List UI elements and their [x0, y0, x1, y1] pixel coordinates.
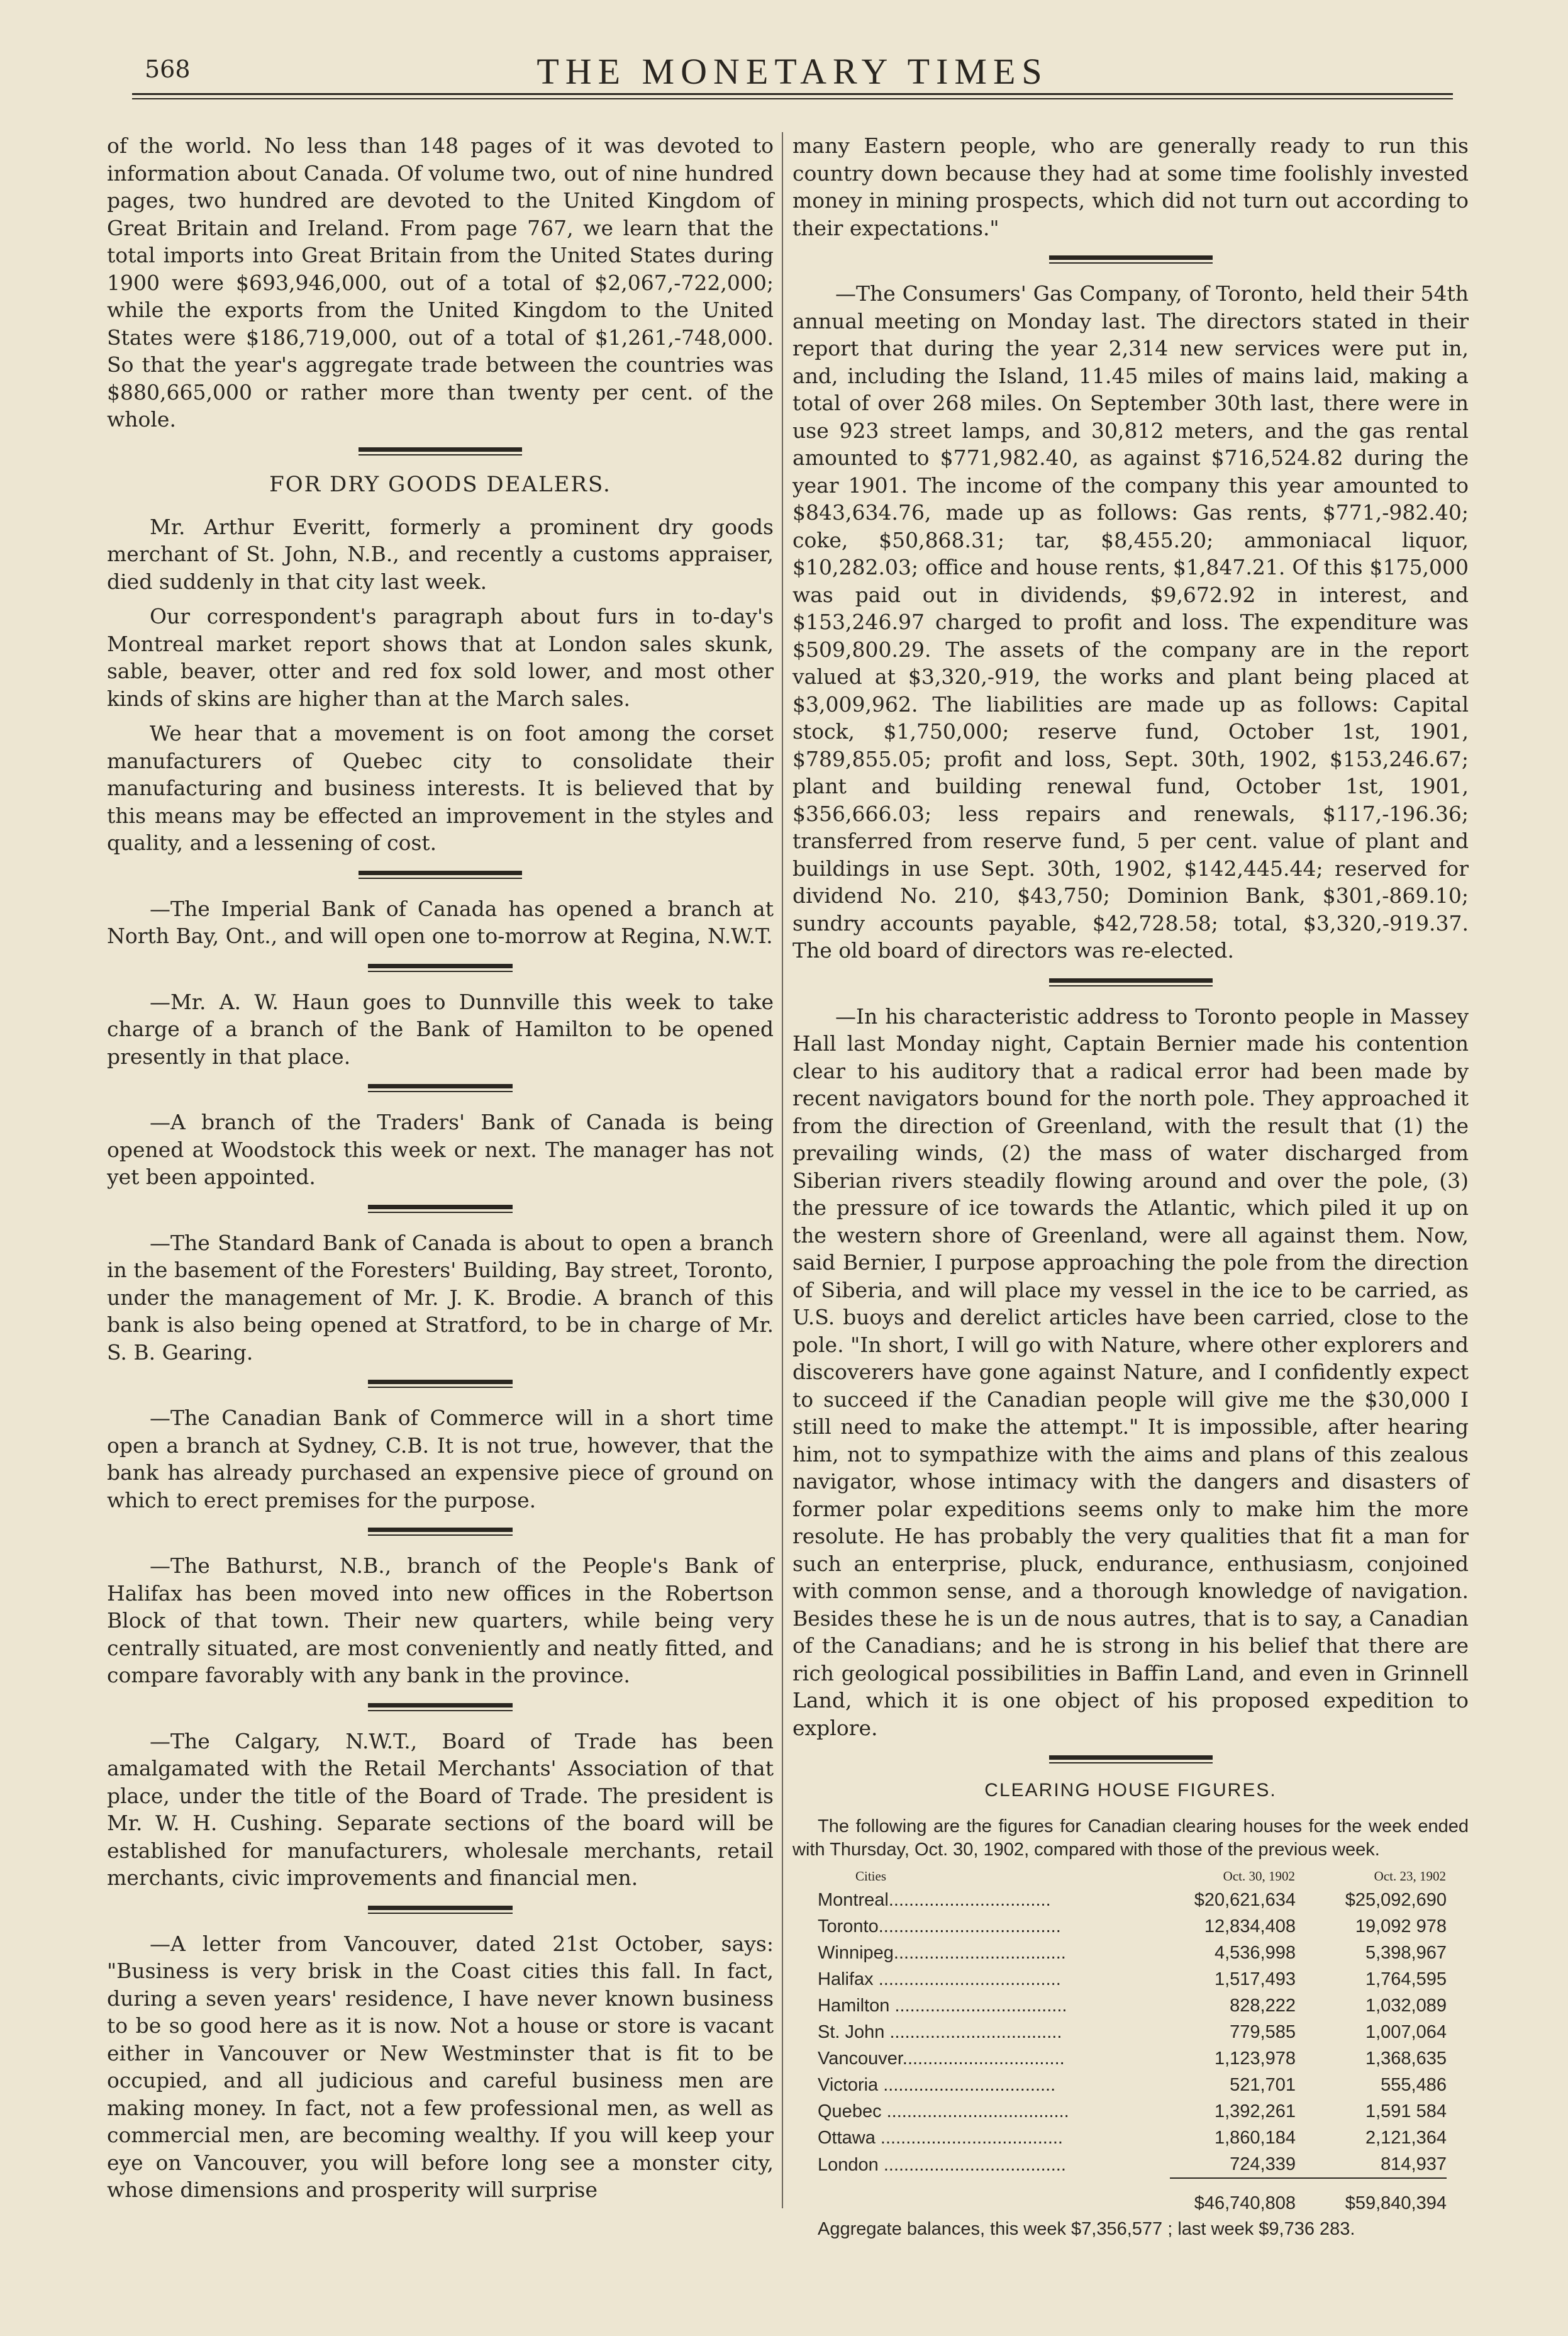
separator — [1049, 1755, 1213, 1763]
table-row — [818, 1966, 1447, 1992]
separator — [368, 964, 513, 972]
column-header-city: Cities — [855, 1869, 887, 1884]
cell-v1: 4,536,998 — [1214, 1943, 1296, 1963]
aggregate-balances: Aggregate balances, this week $7,356,577 ; last week $9,736 283. — [818, 2219, 1355, 2239]
paragraph: Our correspondent's paragraph about furs in to-day's Montreal market report shows that at London sales skunk, sable, beaver, otter and red fox sold lower, and most other kinds of skins are higher than at the March sales. — [107, 604, 774, 711]
cell-v2: 2,121,364 — [1365, 2128, 1447, 2148]
clearing-table — [818, 1868, 1447, 2216]
right-column — [792, 132, 1469, 2240]
cell-city: St. John .................................. — [818, 2022, 1062, 2042]
cell-city: Victoria .................................. — [818, 2075, 1056, 2095]
separator — [1049, 978, 1213, 986]
cell-v2: 1,591 584 — [1365, 2101, 1447, 2121]
clearing-table-body — [818, 1887, 1447, 2178]
total-oct30: $46,740,808 — [1170, 2178, 1296, 2216]
table-row — [818, 2045, 1447, 2072]
cell-city: Toronto.................................... — [818, 1916, 1061, 1936]
cell-city: Hamilton .................................. — [818, 1996, 1067, 2016]
cell-v1: 12,834,408 — [1204, 1916, 1296, 1936]
cell-v1: 1,392,261 — [1214, 2101, 1296, 2121]
table-row — [818, 2019, 1447, 2045]
paragraph: —The Standard Bank of Canada is about to open a branch in the basement of the Foresters' Building, Bay street, Toronto, under the management of Mr. J. K. Brodie. A branch of this bank is also being opened at Stratford, to be in charge of Mr. S. B. Gearing. — [107, 1230, 774, 1365]
cell-v1: 1,123,978 — [1214, 2048, 1296, 2069]
paragraph: —Mr. A. W. Haun goes to Dunnville this week to take charge of a branch of the Bank of Hamilton to be opened presently in that place. — [107, 989, 774, 1069]
total-oct23: $59,840,394 — [1296, 2178, 1447, 2216]
cell-v2: 19,092 978 — [1355, 1916, 1447, 1936]
table-row — [818, 2151, 1447, 2178]
separator — [368, 1528, 513, 1536]
paragraph: —The Bathurst, N.B., branch of the People's Bank of Halifax has been moved into new offices in the Robertson Block of that town. Their new quarters, while being very centrally situated, are most conveniently and neatly fitted, and compare favorably with any bank in the province. — [107, 1553, 774, 1687]
clearing-intro: The following are the figures for Canadian clearing houses for the week ended with Thursday, Oct. 30, 1902, compared with those of the previous week. — [792, 1816, 1469, 1860]
paragraph: —A branch of the Traders' Bank of Canada is being opened at Woodstock this week or next. The manager has not yet been appointed. — [107, 1110, 774, 1189]
table-row — [818, 2072, 1447, 2098]
table-row — [818, 1913, 1447, 1940]
paragraph: Mr. Arthur Everitt, formerly a prominent dry goods merchant of St. John, N.B., and recently a customs appraiser, died suddenly in that city last week. — [107, 514, 774, 594]
paragraph: —The Consumers' Gas Company, of Toronto, held their 54th annual meeting on Monday last. The directors stated in their report that during the year 2,314 new services were put in, and, including the Island, 11.45 miles of mains laid, making a total of over 268 miles. On September 30th last, there were in use 923 street lamps, and 30,812 meters, and the gas rental amounted to $771,982.40, as against $716,524.82 during the year 1901. The income of the company this year amounted to $843,634.76, made up as follows: Gas rents, $771,-982.40; coke, $50,868.31; tar, $8,455.20; ammoniacal liquor, $10,282.03; office and house rents, $1,847.21. Of this $175,000 was paid out in dividends, $9,672.92 in interest, and $153,246.97 charged to profit and loss. The expenditure was $509,800.29. The assets of the company are in the report valued at $3,320,-919, the works and plant being placed at $3,009,962. The liabilities are made up as follows: Capital stock, $1,750,000; reserve fund, October 1st, 1901, $789,855.05; profit and loss, Sept. 30th, 1902, $153,246.67; plant and building renewal fund, October 1st, 1901, $356,666.03; less repairs and renewals, $117,-196.36; transferred from reserve fund, 5 per cent. value of plant and buildings in use Sept. 30th, 1902, $142,445.44; reserved for dividend No. 210, $43,750; Dominion Bank, $301,-869.10; sundry accounts payable, $42,728.58; total, $3,320,-919.37. The old board of directors was re-elected. — [792, 281, 1469, 963]
paragraph: —The Calgary, N.W.T., Board of Trade has been amalgamated with the Retail Merchants' Association of that place, under the title of the Board of Trade. The president is Mr. W. H. Cushing. Separate sections of the board will be established for manufacturers, wholesale merchants, retail merchants, civic improvements and financial men. — [107, 1728, 774, 1890]
cell-city: Winnipeg.................................. — [818, 1943, 1066, 1963]
column-divider — [782, 132, 783, 2208]
table-row — [818, 2125, 1447, 2151]
cell-city: Vancouver................................ — [818, 2048, 1065, 2069]
page-number: 568 — [145, 55, 191, 83]
paragraph: of the world. No less than 148 pages of it was devoted to information about Canada. Of volume two, out of nine hundred pages, two hundred are devoted to the United Kingdom of Great Britain and Ireland. From page 767, we learn that the total imports into Great Britain from the United States during 1900 were $693,946,000, out of a total of $2,067,-722,000; while the exports from the United Kingdom to the United States were $186,719,000, out of a total of $1,261,-748,000. So that the year's aggregate trade between the countries was $880,665,000 or rather more than twenty per cent. of the whole. — [107, 133, 774, 432]
table-header-row — [818, 1868, 1447, 1887]
cell-city: Quebec .................................... — [818, 2101, 1069, 2121]
cell-v2: 1,007,064 — [1365, 2022, 1447, 2042]
header-rule-double — [132, 98, 1453, 99]
cell-city: Ottawa .................................... — [818, 2128, 1063, 2148]
separator — [359, 447, 522, 455]
table-row — [818, 1940, 1447, 1966]
cell-v1: 724,339 — [1230, 2154, 1296, 2174]
column-header-oct30: Oct. 30, 1902 — [1223, 1869, 1295, 1884]
cell-v2: 1,764,595 — [1365, 1969, 1447, 1989]
separator — [368, 1906, 513, 1914]
cell-v1: 521,701 — [1230, 2075, 1296, 2095]
cell-v1: 1,860,184 — [1214, 2128, 1296, 2148]
cell-v2: 1,032,089 — [1365, 1996, 1447, 2016]
cell-v2: 814,937 — [1381, 2154, 1447, 2174]
page-header — [132, 50, 1453, 94]
clearing-title: CLEARING HOUSE FIGURES. — [984, 1780, 1277, 1801]
paragraph: —The Canadian Bank of Commerce will in a short time open a branch at Sydney, C.B. It is not true, however, that the bank has already purchased an expensive piece of ground on which to erect premises for the purpose. — [107, 1406, 774, 1512]
separator — [368, 1703, 513, 1711]
cell-city: Montreal................................ — [818, 1890, 1051, 1910]
paragraph: —The Imperial Bank of Canada has opened a branch at North Bay, Ont., and will open one to-morrow at Regina, N.W.T. — [107, 896, 774, 948]
paragraph: many Eastern people, who are generally ready to run this country down because they had at some time foolishly invested money in mining prospects, which did not turn out according to their expectations." — [792, 133, 1469, 240]
table-row — [818, 1992, 1447, 2019]
cell-v2: 555,486 — [1381, 2075, 1447, 2095]
cell-v1: $20,621,634 — [1194, 1890, 1296, 1910]
table-row — [818, 1887, 1447, 1913]
cell-city: Halifax .................................... — [818, 1969, 1061, 1989]
cell-v1: 1,517,493 — [1214, 1969, 1296, 1989]
cell-v2: $25,092,690 — [1345, 1890, 1447, 1910]
paragraph: We hear that a movement is on foot among the corset manufacturers of Quebec city to consolidate their manufacturing and business interests. It is believed that by this means may be effected an improvement in the styles and quality, and a lessening of cost. — [107, 721, 774, 855]
cell-v1: 779,585 — [1230, 2022, 1296, 2042]
section-heading: FOR DRY GOODS DEALERS. — [269, 471, 611, 497]
header-rule — [132, 93, 1453, 95]
masthead: THE MONETARY TIMES — [537, 51, 1048, 92]
column-header-oct23: Oct. 23, 1902 — [1374, 1869, 1446, 1884]
separator — [368, 1380, 513, 1388]
separator — [359, 871, 522, 879]
left-column — [107, 132, 774, 2211]
paragraph: —A letter from Vancouver, dated 21st October, says: "Business is very brisk in the Coast cities this fall. In fact, during a seven years' residence, I have never known business to be so good here as it is now. Not a house or store is vacant either in Vancouver or New Westminster that is fit to be occupied, and all judicious and careful business men are making money. In fact, not a few professional men, as well as commercial men, are becoming wealthy. If you will keep your eye on Vancouver, you will before long see a monster city, whose dimensions and prosperity will surprise — [107, 1931, 774, 2202]
table-row — [818, 2098, 1447, 2125]
paragraph: —In his characteristic address to Toronto people in Massey Hall last Monday night, Captain Bernier made his contention clear to his auditory that a radical error had been made by recent navigators bound for the north pole. They approached it from the direction of Greenland, with the result that (1) the prevailing winds, (2) the mass of water discharged from Siberian rivers steadily flowing around and over the pole, (3) the pressure of ice towards the Atlantic, which piled it up on the western shore of Greenland, were all against them. Now, said Bernier, I purpose approaching the pole from the direction of Siberia, and will place my vessel in the ice to be carried, as U.S. buoys and derelict articles have been carried, close to the pole. "In short, I will go with Nature, where other explorers and discoverers have gone against Nature, and I confidently expect to succeed if the Canadian people will give me the $30,000 I still need to make the attempt." It is impossible, after hearing him, not to sympathize with the aims and plans of this zealous navigator, whose intimacy with the dangers and disasters of former polar expeditions seems only to make him the more resolute. He has probably the very qualities that fit a man for such an enterprise, pluck, endurance, enthusiasm, conjoined with common sense, and a thorough knowledge of navigation. Besides these he is un de nous autres, that is to say, a Canadian of the Canadians; and he is strong in his belief that there are rich geological possibilities in Baffin Land, and even in Grinnell Land, which it is one object of his proposed expedition to explore. — [792, 1003, 1469, 1740]
table-total-row — [818, 2178, 1447, 2216]
separator — [368, 1205, 513, 1213]
cell-v2: 5,398,967 — [1365, 1943, 1447, 1963]
cell-v1: 828,222 — [1230, 1996, 1296, 2016]
cell-city: London .................................... — [818, 2154, 1066, 2175]
separator — [1049, 255, 1213, 264]
cell-v2: 1,368,635 — [1365, 2048, 1447, 2069]
separator — [368, 1084, 513, 1092]
